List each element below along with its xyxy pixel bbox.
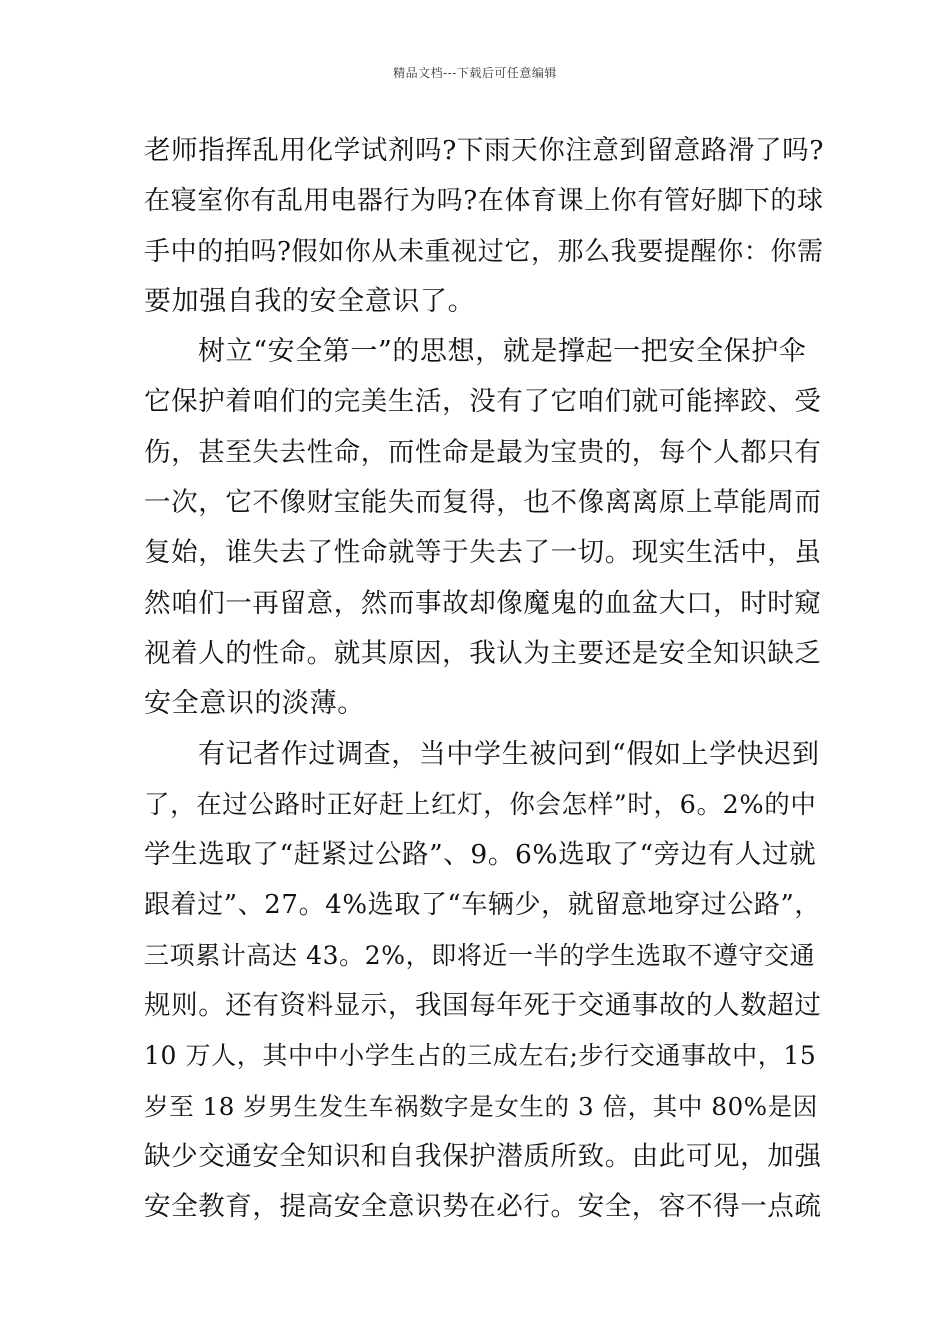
text-line: 安全意识的淡薄。 xyxy=(144,688,365,720)
text-line: 然咱们一再留意，然而事故却像魔鬼的血盆大口，时时窥 xyxy=(144,587,822,619)
text-line: 跟着过”、27。4%选取了“车辆少，就留意地穿过公路”， xyxy=(144,890,822,921)
text-line: 缺少交通安全知识和自我保护潜质所致。由此可见，加强 xyxy=(144,1140,822,1172)
text-line: 复始，谁失去了性命就等于失去了一切。现实生活中，虽 xyxy=(144,537,822,569)
text-line: 10 万人，其中中小学生占的三成左右;步行交通事故中，15 xyxy=(144,1041,817,1071)
text-line: 安全教育，提高安全意识势在必行。安全，容不得一点疏 xyxy=(144,1191,822,1223)
text-line: 学生选取了“赶紧过公路”、9。6%选取了“旁边有人过就 xyxy=(144,839,817,871)
text-line: 树立“安全第一”的思想，就是撑起一把安全保护伞 xyxy=(198,336,807,368)
text-line: 三项累计高达 43。2%，即将近一半的学生选取不遵守交通 xyxy=(144,940,816,970)
text-line: 老师指挥乱用化学试剂吗?下雨天你注意到留意路滑了吗? xyxy=(144,135,825,166)
text-line: 了，在过公路时正好赶上红灯，你会怎样”时，6。2%的中 xyxy=(144,789,817,820)
text-line: 它保护着咱们的完美生活，没有了它咱们就可能摔跤、受 xyxy=(144,386,822,418)
text-line: 在寝室你有乱用电器行为吗?在体育课上你有管好脚下的球 xyxy=(144,186,824,217)
text-line: 伤，甚至失去性命，而性命是最为宝贵的，每个人都只有 xyxy=(144,436,822,468)
text-line: 手中的拍吗?假如你从未重视过它，那么我要提醒你：你需 xyxy=(144,236,824,267)
text-line: 一次，它不像财宝能失而复得，也不像离离原上草能周而 xyxy=(144,487,822,519)
text-line: 有记者作过调查，当中学生被问到“假如上学快迟到 xyxy=(198,738,820,770)
text-line: 要加强自我的安全意识了。 xyxy=(144,285,476,317)
text-line: 岁至 18 岁男生发生车祸数字是女生的 3 倍，其中 80%是因 xyxy=(144,1091,818,1121)
text-line: 规则。还有资料显示，我国每年死于交通事故的人数超过 xyxy=(144,990,822,1022)
page-header: 精品文档---下载后可任意编辑 xyxy=(393,66,557,80)
text-line: 视着人的性命。就其原因，我认为主要还是安全知识缺乏 xyxy=(144,637,822,669)
body-text xyxy=(144,126,824,1233)
